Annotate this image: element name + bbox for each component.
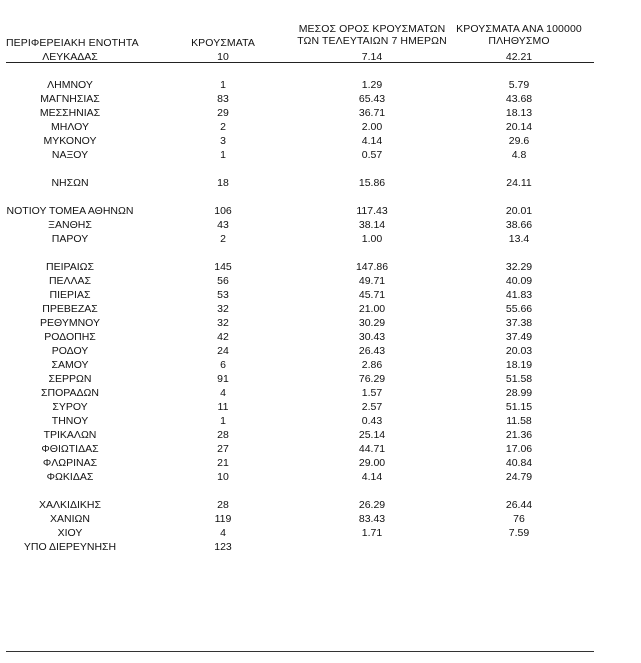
cell-avg-7-days: 49.71	[358, 275, 386, 287]
cell-avg-7-days: 147.86	[355, 261, 389, 273]
cell-per-100000: 42.21	[505, 51, 533, 63]
cell-per-100000: 26.44	[505, 499, 533, 511]
cell-cases: 10	[217, 471, 229, 483]
cell-region: ΣΥΡΟΥ	[52, 401, 88, 413]
cell-avg-7-days: 30.43	[358, 331, 386, 343]
cell-avg-7-days: 2.00	[361, 121, 383, 133]
cell-cases: 1	[220, 79, 226, 91]
cell-per-100000: 20.14	[505, 121, 533, 133]
cell-avg-7-days: 83.43	[358, 513, 386, 525]
cell-per-100000: 4.8	[511, 149, 527, 161]
cell-per-100000: 20.01	[505, 205, 533, 217]
cell-region: ΡΟΔΟΠΗΣ	[44, 331, 96, 343]
header-per-line1: ΚΡΟΥΣΜΑΤΑ ΑΝΑ 100000	[456, 23, 582, 35]
cell-avg-7-days: 0.43	[361, 415, 383, 427]
cell-avg-7-days: 15.86	[358, 177, 386, 189]
cell-region: ΞΑΝΘΗΣ	[48, 219, 92, 231]
cell-cases: 145	[214, 261, 232, 273]
cell-avg-7-days: 38.14	[358, 219, 386, 231]
cell-avg-7-days: 76.29	[358, 373, 386, 385]
cell-region: ΡΟΔΟΥ	[51, 345, 89, 357]
cell-cases: 18	[217, 177, 229, 189]
cell-avg-7-days: 4.14	[361, 471, 383, 483]
cell-region: ΝΗΣΩΝ	[51, 177, 89, 189]
cell-region: ΝΟΤΙΟΥ ΤΟΜΕΑ ΑΘΗΝΩΝ	[6, 205, 134, 217]
cell-per-100000: 13.4	[508, 233, 530, 245]
cell-region: ΤΗΝΟΥ	[51, 415, 89, 427]
cell-per-100000: 24.79	[505, 471, 533, 483]
bottom-rule	[6, 651, 594, 652]
cell-region: ΝΑΞΟΥ	[51, 149, 89, 161]
cell-avg-7-days: 26.29	[358, 499, 386, 511]
cell-avg-7-days: 26.43	[358, 345, 386, 357]
cell-avg-7-days: 36.71	[358, 107, 386, 119]
cell-cases: 32	[217, 303, 229, 315]
cell-cases: 29	[217, 107, 229, 119]
cell-region: ΣΠΟΡΑΔΩΝ	[41, 387, 99, 399]
header-avg-line1: ΜΕΣΟΣ ΟΡΟΣ ΚΡΟΥΣΜΑΤΩΝ	[298, 23, 446, 35]
cell-avg-7-days: 1.71	[361, 527, 383, 539]
cell-region: ΥΠΟ ΔΙΕΡΕΥΝΗΣΗ	[23, 541, 117, 553]
cell-per-100000: 37.38	[505, 317, 533, 329]
cell-region: ΦΘΙΩΤΙΔΑΣ	[41, 443, 99, 455]
cell-per-100000: 29.6	[508, 135, 530, 147]
cell-per-100000: 24.11	[506, 177, 532, 189]
cell-region: ΛΕΥΚΑΔΑΣ	[42, 51, 98, 63]
cell-cases: 56	[217, 275, 229, 287]
cell-cases: 6	[220, 359, 226, 371]
cell-per-100000: 51.15	[505, 401, 533, 413]
cell-avg-7-days: 30.29	[358, 317, 386, 329]
cell-avg-7-days: 7.14	[361, 51, 383, 63]
cell-cases: 123	[214, 541, 232, 553]
cell-cases: 2	[220, 233, 226, 245]
cell-region: ΛΗΜΝΟΥ	[47, 79, 93, 91]
cell-cases: 27	[217, 443, 229, 455]
header-per-line2: ΠΛΗΘΥΣΜΟ	[488, 35, 550, 47]
cell-avg-7-days: 117.43	[356, 205, 388, 217]
cell-per-100000: 11.58	[506, 415, 532, 427]
cell-region: ΠΡΕΒΕΖΑΣ	[42, 303, 98, 315]
cell-avg-7-days: 44.71	[358, 443, 386, 455]
cell-per-100000: 38.66	[505, 219, 533, 231]
cell-cases: 32	[217, 317, 229, 329]
cell-region: ΠΑΡΟΥ	[51, 233, 89, 245]
header-avg-line2: ΤΩΝ ΤΕΛΕΥΤΑΙΩΝ 7 ΗΜΕΡΩΝ	[297, 35, 447, 47]
cell-per-100000: 7.59	[508, 527, 530, 539]
cell-cases: 4	[220, 387, 226, 399]
cell-per-100000: 40.84	[505, 457, 533, 469]
cell-per-100000: 21.36	[505, 429, 533, 441]
cell-avg-7-days: 2.57	[361, 401, 383, 413]
header-cases: ΚΡΟΥΣΜΑΤΑ	[191, 37, 255, 49]
cell-cases: 10	[217, 51, 229, 63]
cell-per-100000: 40.09	[505, 275, 533, 287]
cell-per-100000: 55.66	[505, 303, 533, 315]
cell-cases: 83	[217, 93, 229, 105]
cell-per-100000: 37.49	[505, 331, 533, 343]
cell-avg-7-days: 4.14	[361, 135, 383, 147]
cell-cases: 1	[220, 149, 226, 161]
cell-avg-7-days: 1.29	[361, 79, 383, 91]
cell-per-100000: 43.68	[505, 93, 533, 105]
cell-cases: 42	[217, 331, 229, 343]
cell-per-100000: 18.13	[505, 107, 533, 119]
cell-region: ΡΕΘΥΜΝΟΥ	[39, 317, 100, 329]
cell-avg-7-days: 29.00	[358, 457, 386, 469]
cell-cases: 11	[217, 401, 229, 413]
cell-per-100000: 51.58	[505, 373, 533, 385]
cell-region: ΤΡΙΚΑΛΩΝ	[43, 429, 97, 441]
cell-region: ΜΕΣΣΗΝΙΑΣ	[39, 107, 101, 119]
cell-region: ΜΑΓΝΗΣΙΑΣ	[40, 93, 100, 105]
cell-avg-7-days: 1.57	[361, 387, 383, 399]
cell-cases: 28	[217, 429, 229, 441]
cell-cases: 119	[214, 513, 232, 525]
header-region: ΠΕΡΙΦΕΡΕΙΑΚΗ ΕΝΟΤΗΤΑ	[6, 37, 139, 49]
cell-avg-7-days: 1.00	[361, 233, 383, 245]
cell-region: ΠΕΛΛΑΣ	[48, 275, 92, 287]
cell-region: ΦΩΚΙΔΑΣ	[46, 471, 94, 483]
cell-region: ΧΙΟΥ	[57, 527, 83, 539]
cell-cases: 53	[217, 289, 229, 301]
cell-avg-7-days: 0.57	[361, 149, 383, 161]
cell-region: ΣΕΡΡΩΝ	[48, 373, 92, 385]
cell-avg-7-days: 45.71	[358, 289, 386, 301]
cell-region: ΜΥΚΟΝΟΥ	[43, 135, 97, 147]
cell-avg-7-days: 2.86	[361, 359, 383, 371]
cell-region: ΣΑΜΟΥ	[51, 359, 89, 371]
cell-region: ΧΑΛΚΙΔΙΚΗΣ	[39, 499, 101, 511]
cell-avg-7-days: 25.14	[358, 429, 386, 441]
cell-cases: 3	[220, 135, 226, 147]
cell-per-100000: 32.29	[505, 261, 533, 273]
cell-region: ΠΕΙΡΑΙΩΣ	[46, 261, 94, 273]
cell-per-100000: 76	[513, 513, 525, 525]
cell-cases: 21	[217, 457, 229, 469]
cell-per-100000: 20.03	[505, 345, 533, 357]
cell-cases: 43	[217, 219, 229, 231]
cell-per-100000: 41.83	[505, 289, 533, 301]
cell-region: ΠΙΕΡΙΑΣ	[49, 289, 91, 301]
cell-cases: 4	[220, 527, 226, 539]
cell-avg-7-days: 21.00	[358, 303, 386, 315]
cell-cases: 1	[220, 415, 226, 427]
cell-per-100000: 5.79	[508, 79, 530, 91]
cell-cases: 91	[217, 373, 229, 385]
cell-avg-7-days: 65.43	[358, 93, 386, 105]
cell-per-100000: 28.99	[505, 387, 533, 399]
cell-cases: 24	[217, 345, 229, 357]
cell-region: ΧΑΝΙΩΝ	[50, 513, 90, 525]
cell-region: ΜΗΛΟΥ	[51, 121, 89, 133]
cell-region: ΦΛΩΡΙΝΑΣ	[42, 457, 98, 469]
cell-per-100000: 17.06	[505, 443, 533, 455]
cell-cases: 28	[217, 499, 229, 511]
cell-per-100000: 18.19	[505, 359, 533, 371]
cell-cases: 2	[220, 121, 226, 133]
cell-cases: 106	[214, 205, 232, 217]
